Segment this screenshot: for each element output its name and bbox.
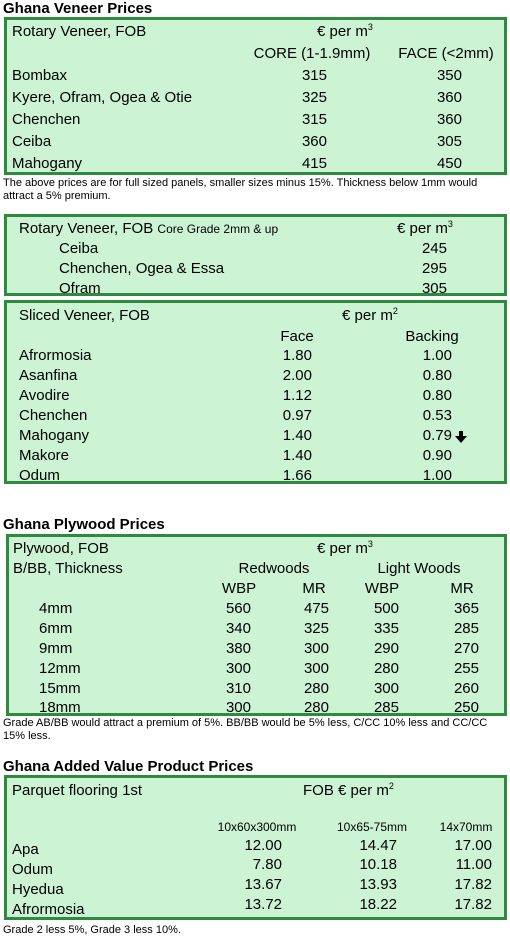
col-header-core: CORE (1-1.9mm) [253,45,371,62]
face-value: 305 [436,133,462,150]
red-mr-value: 280 [303,680,329,697]
row-name: Ceiba [12,133,52,150]
row-name: Hyedua [12,881,64,898]
row-name: Chenchen [19,407,88,424]
red-mr-value: 280 [303,699,329,716]
core-value: 415 [301,155,327,172]
rotary2-unit: € per $m^3$ [397,219,453,237]
plywood-section-title: Ghana Plywood Prices [3,516,165,533]
down-arrow-icon [455,431,467,443]
red-mr-value: 475 [303,600,329,617]
row-name: Mahogany [19,427,90,444]
value: 305 [421,280,447,297]
face-value: 1.40 [282,427,312,444]
added-value-section-title: Ghana Added Value Product Prices [3,758,254,775]
rotary-note: The above prices are for full sized panels, smaller sizes minus 15%. Thickness below 1mm would attract a 5% premium. [3,177,478,202]
value-col3: 17.82 [454,896,492,913]
thickness: 18mm [39,699,81,716]
face-value: 350 [436,67,462,84]
core-value: 360 [301,133,327,150]
light-mr-value: 270 [453,640,479,657]
light-wbp-value: 300 [373,680,399,697]
red-mr-value: 325 [303,620,329,637]
plywood-label: Plywood, FOB [13,540,109,557]
backing-value: 0.80 [422,387,452,404]
value-col1: 12.00 [244,837,282,854]
plywood-table [6,534,507,716]
row-name: Kyere, Ofram, Ogea & Otie [12,89,193,106]
value-col1: 13.67 [244,876,282,893]
backing-value: 0.80 [422,367,452,384]
red-mr-value: 300 [303,660,329,677]
thickness: 12mm [39,660,81,677]
rotary-core-grade-table [4,214,507,296]
parquet-table [4,775,507,920]
col-header-face: FACE (<2mm) [398,45,494,62]
row-name: Odum [19,467,60,484]
parquet-note: Grade 2 less 5%, Grade 3 less 10%. [3,924,181,936]
face-value: 2.00 [282,367,312,384]
face-value: 1.12 [282,387,312,404]
plywood-sublabel: B/BB, Thickness [13,560,123,577]
thickness: 6mm [39,620,73,637]
col-header-face: Face [280,328,314,345]
row-name: Odum [12,861,53,878]
sliced-veneer-table [4,300,507,484]
face-value: 450 [436,155,462,172]
backing-value: 0.90 [422,447,452,464]
light-mr-value: 285 [453,620,479,637]
value-col2: 18.22 [359,896,397,913]
face-value: 0.97 [282,407,312,424]
rotary2-label: Rotary Veneer, FOB Core Grade 2mm & up [19,220,279,237]
red-wbp-value: 300 [225,660,251,677]
thickness: 9mm [39,640,73,657]
row-name: Makore [19,447,70,464]
backing-value: 1.00 [422,347,452,364]
rotary-unit: € per $m^3$ [317,22,373,40]
group-light-woods: Light Woods [377,560,461,577]
rotary-veneer-table [4,17,507,175]
col-red-wbp: WBP [221,580,257,597]
col-header-1: 10x60x300mm [217,820,297,834]
row-name: Afrormosia [19,347,92,364]
row-name: Ofram [59,280,101,297]
light-wbp-value: 285 [373,699,399,716]
thickness: 4mm [39,600,73,617]
value-col2: 14.47 [359,837,397,854]
sliced-unit: € per $m^2$ [342,306,398,324]
light-wbp-value: 290 [373,640,399,657]
sliced-label: Sliced Veneer, FOB [19,307,150,324]
row-name: Afrormosia [12,901,85,918]
red-wbp-value: 560 [225,600,251,617]
row-name: Asanfina [19,367,78,384]
light-wbp-value: 500 [373,600,399,617]
value-col1: 7.80 [252,856,282,873]
value-col3: 17.00 [454,837,492,854]
core-value: 315 [301,67,327,84]
face-value: 1.80 [282,347,312,364]
value-col2: 13.93 [359,876,397,893]
row-name: Mahogany [12,155,83,172]
rotary-label: Rotary Veneer, FOB [12,23,147,40]
light-mr-value: 250 [453,699,479,716]
light-wbp-value: 280 [373,660,399,677]
light-mr-value: 365 [453,600,479,617]
col-header-2: 10x65-75mm [336,820,408,834]
face-value: 1.66 [282,467,312,484]
row-name: Ceiba [59,240,99,257]
value-col1: 13.72 [244,896,282,913]
row-name: Bombax [12,67,68,84]
col-header-3: 14x70mm [439,820,493,834]
parquet-unit: FOB € per $m^2$ [303,781,394,799]
col-header-backing: Backing [405,328,459,345]
face-value: 360 [436,89,462,106]
face-value: 1.40 [282,447,312,464]
plywood-unit: € per $m^3$ [317,539,373,557]
row-name: Avodire [19,387,70,404]
value-col3: 17.82 [454,876,492,893]
value-col3: 11.00 [455,856,492,873]
light-mr-value: 255 [453,660,479,677]
veneer-section-title: Ghana Veneer Prices [3,0,153,17]
backing-value: 0.53 [422,407,452,424]
red-wbp-value: 310 [225,680,251,697]
row-name: Apa [12,841,39,858]
value: 295 [421,260,447,277]
red-mr-value: 300 [303,640,329,657]
col-red-mr: MR [302,580,326,597]
core-value: 325 [301,89,327,106]
backing-value: 0.79 [422,427,452,444]
red-wbp-value: 380 [225,640,251,657]
col-light-wbp: WBP [364,580,400,597]
plywood-note: Grade AB/BB would attract a premium of 5%. BB/BB would be 5% less, C/CC 10% less and CC/CC 15% less. [3,717,488,742]
core-value: 315 [301,111,327,128]
face-value: 360 [436,111,462,128]
thickness: 15mm [39,680,81,697]
row-name: Chenchen [12,111,81,128]
red-wbp-value: 340 [225,620,251,637]
group-redwoods: Redwoods [238,560,310,577]
light-wbp-value: 335 [373,620,399,637]
col-light-mr: MR [450,580,474,597]
red-wbp-value: 300 [225,699,251,716]
parquet-label: Parquet flooring 1st [12,782,143,799]
value-col2: 10.18 [359,856,397,873]
backing-value: 1.00 [422,467,452,484]
value: 245 [421,240,447,257]
row-name: Chenchen, Ogea & Essa [59,260,225,277]
light-mr-value: 260 [453,680,479,697]
